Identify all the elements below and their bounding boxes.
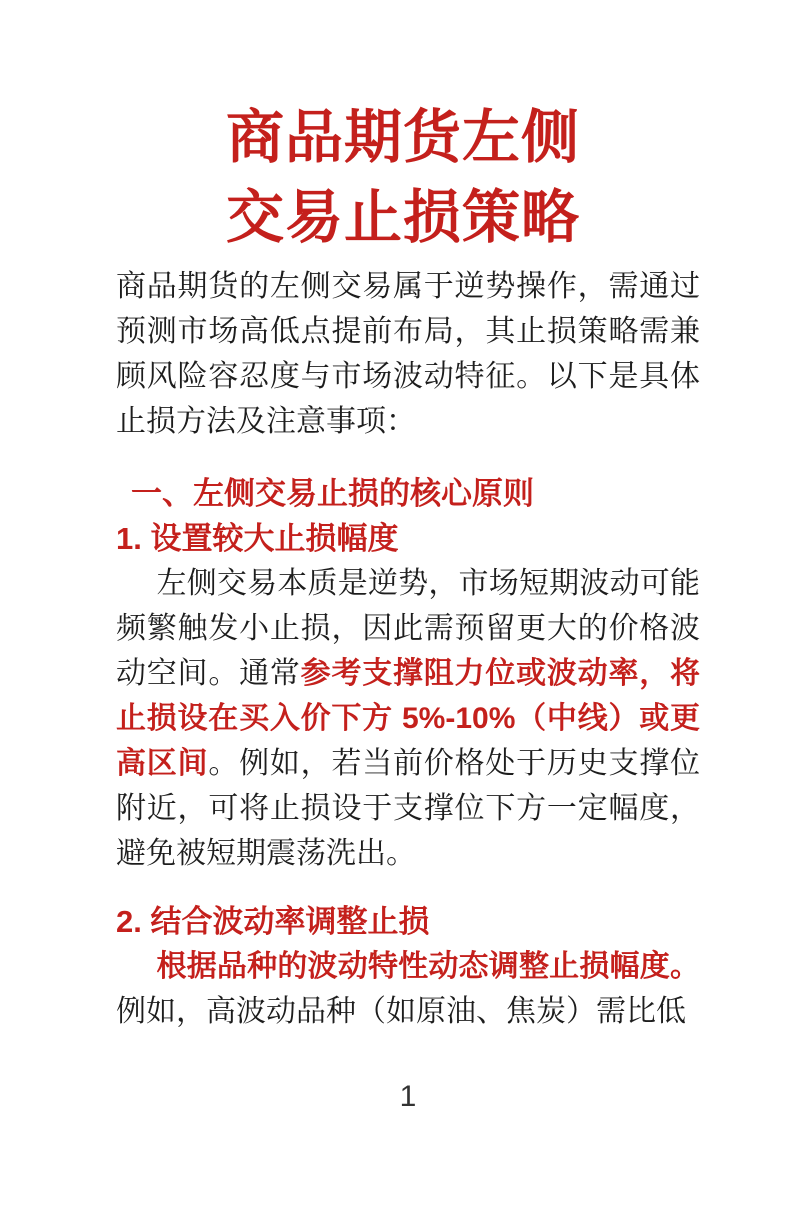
section1-heading: 一、左侧交易止损的核心原则: [131, 476, 534, 511]
item1-title: 1. 设置较大止损幅度: [116, 521, 399, 556]
document-page: [0, 98, 800, 1230]
item2-body: [116, 944, 700, 1034]
page-title-line1: 商品期货左侧: [225, 105, 580, 170]
item2-body-text: 例如，高波动品种（如原油、焦炭）需比低: [116, 995, 686, 1028]
page-number: 1: [399, 1080, 417, 1113]
page-title: [106, 98, 700, 258]
item2-body-highlight: 根据品种的波动特性动态调整止损幅度。: [156, 950, 700, 983]
item1-body-highlight: 参考支撑阻力位或波动率，将止损设在买入价下方 5%-10%（中线）或更高区间: [116, 657, 701, 780]
page-title-line2: 交易止损策略: [225, 185, 580, 250]
item1-body-text-1: 左侧交易本质是逆势，市场短期波动可能频繁触发小止损，因此需预留更大的价格波动空间。通常: [116, 567, 700, 690]
item1-body: [116, 561, 700, 876]
item1-body-text-2: 。例如，若当前价格处于历史支撑位附近，可将止损设于支撑位下方一定幅度，避免被短期震荡洗出。: [116, 747, 701, 870]
intro-paragraph: 商品期货的左侧交易属于逆势操作，需通过预测市场高低点提前布局，其止损策略需兼顾风险容忍度与市场波动特征。以下是具体止损方法及注意事项：: [116, 270, 700, 438]
item2-title: 2. 结合波动率调整止损: [116, 904, 430, 939]
